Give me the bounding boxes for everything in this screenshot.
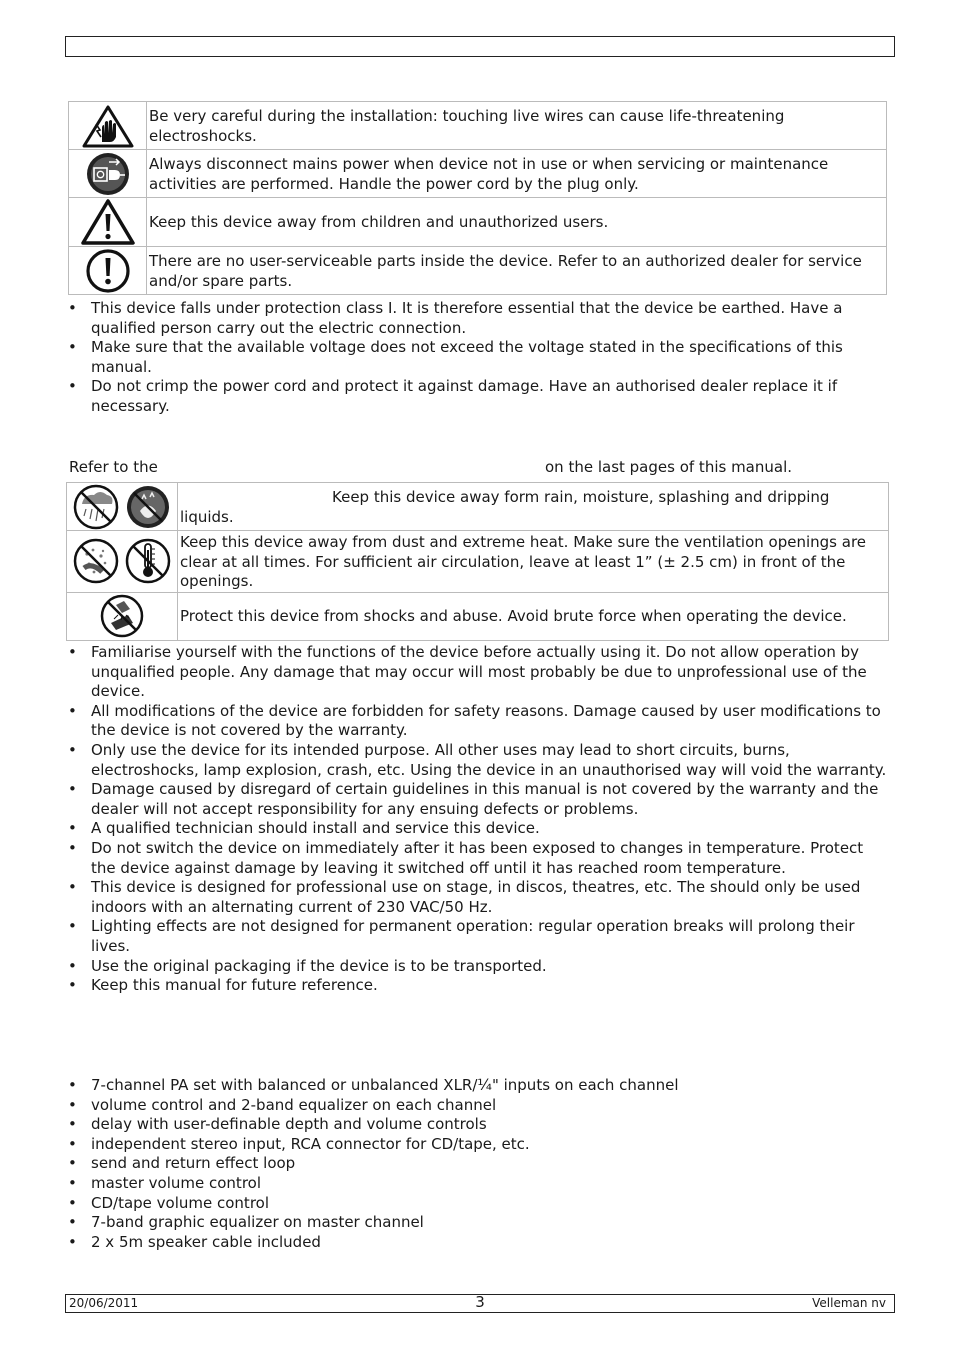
page-number: 3 bbox=[475, 1293, 485, 1311]
list-item: • Familiarise yourself with the functions of the device before actually using it. Do not allow operation by unqualified people. Any damage that may occur will most probably be due to unprofessional use of the device. bbox=[68, 643, 888, 702]
warning-text: Always disconnect mains power when device not in use or when servicing or maintenance activities are performed. Handle the power cord by the plug only. bbox=[147, 150, 887, 198]
list-item: • Use the original packaging if the device is to be transported. bbox=[68, 957, 888, 977]
list-item: • A qualified technician should install and service this device. bbox=[68, 819, 888, 839]
list-item: • master volume control bbox=[68, 1174, 888, 1194]
electrical-warnings-table bbox=[68, 101, 887, 295]
no-splash-icon bbox=[124, 484, 172, 530]
list-item: • delay with user-definable depth and volume controls bbox=[68, 1115, 888, 1135]
environment-warnings-table bbox=[66, 482, 889, 641]
footer-company: Velleman nv bbox=[812, 1296, 886, 1310]
list-item: • All modifications of the device are forbidden for safety reasons. Damage caused by user modifications to the device is not covered by the warranty. bbox=[68, 702, 888, 741]
warning-triangle-icon bbox=[69, 198, 147, 247]
footer-date: 20/06/2011 bbox=[69, 1296, 139, 1310]
list-item: • Do not switch the device on immediately after it has been exposed to changes in temperature. Protect the device against damage by leaving it switched off until it has reached room temperature. bbox=[68, 839, 888, 878]
warning-text: There are no user-serviceable parts inside the device. Refer to an authorized dealer for service and/or spare parts. bbox=[147, 247, 887, 295]
list-item: • Make sure that the available voltage does not exceed the voltage stated in the specifications of this manual. bbox=[68, 338, 888, 377]
warning-text-body: Keep this device away form rain, moisture, splashing and dripping liquids. bbox=[180, 488, 830, 526]
warning-text: Protect this device from shocks and abuse. Avoid brute force when operating the device. bbox=[178, 592, 889, 640]
no-dust-icon bbox=[72, 536, 120, 586]
features-list bbox=[68, 1076, 888, 1252]
warning-text: Keep this device away from dust and extreme heat. Make sure the ventilation openings are clear at all times. For sufficient air circulation, leave at least 1” (± 2.5 cm) in front of the openings. bbox=[178, 531, 889, 593]
list-item: • send and return effect loop bbox=[68, 1154, 888, 1174]
no-rain-icon bbox=[72, 484, 120, 530]
general-bullet-list bbox=[68, 643, 888, 996]
list-item: • CD/tape volume control bbox=[68, 1194, 888, 1214]
footer bbox=[65, 1294, 895, 1313]
list-item: • independent stereo input, RCA connector for CD/tape, etc. bbox=[68, 1135, 888, 1155]
electric-shock-hand-icon bbox=[69, 102, 147, 150]
list-item: • 7-channel PA set with balanced or unbalanced XLR/¼" inputs on each channel bbox=[68, 1076, 888, 1096]
thermometer-icon bbox=[124, 536, 172, 586]
warning-text bbox=[178, 483, 889, 531]
warning-text: Be very careful during the installation: touching live wires can cause life-threatening electroshocks. bbox=[147, 102, 887, 150]
warning-text: Keep this device away from children and unauthorized users. bbox=[147, 198, 887, 247]
no-shock-icon bbox=[98, 593, 146, 639]
list-item: • volume control and 2-band equalizer on each channel bbox=[68, 1096, 888, 1116]
reference-line bbox=[69, 458, 869, 478]
icon-cell bbox=[67, 592, 178, 640]
list-item: • This device falls under protection class I. It is therefore essential that the device be earthed. Have a qualified person carry out the electric connection. bbox=[68, 299, 888, 338]
list-item: • 7-band graphic equalizer on master channel bbox=[68, 1213, 888, 1233]
reference-suffix: on the last pages of this manual. bbox=[545, 458, 793, 476]
list-item: • Keep this manual for future reference. bbox=[68, 976, 888, 996]
list-item: • This device is designed for professional use on stage, in discos, theatres, etc. The should only be used indoors with an alternating current of 230 VAC/50 Hz. bbox=[68, 878, 888, 917]
reference-prefix: Refer to the bbox=[69, 458, 158, 476]
header-box bbox=[65, 36, 895, 57]
list-item: • Lighting effects are not designed for permanent operation: regular operation breaks will prolong their lives. bbox=[68, 917, 888, 956]
icon-cell bbox=[67, 531, 178, 593]
electrical-bullet-list bbox=[68, 299, 888, 417]
exclamation-circle-icon bbox=[69, 247, 147, 295]
list-item: • Damage caused by disregard of certain guidelines in this manual is not covered by the warranty and the dealer will not accept responsibility for any ensuing defects or problems. bbox=[68, 780, 888, 819]
icon-cell bbox=[67, 483, 178, 531]
list-item: • Only use the device for its intended purpose. All other uses may lead to short circuits, burns, electroshocks, lamp explosion, crash, etc. Using the device in an unauthorised way will void the warranty. bbox=[68, 741, 888, 780]
unplug-power-icon bbox=[69, 150, 147, 198]
list-item: • 2 x 5m speaker cable included bbox=[68, 1233, 888, 1253]
list-item: • Do not crimp the power cord and protect it against damage. Have an authorised dealer replace it if necessary. bbox=[68, 377, 888, 416]
